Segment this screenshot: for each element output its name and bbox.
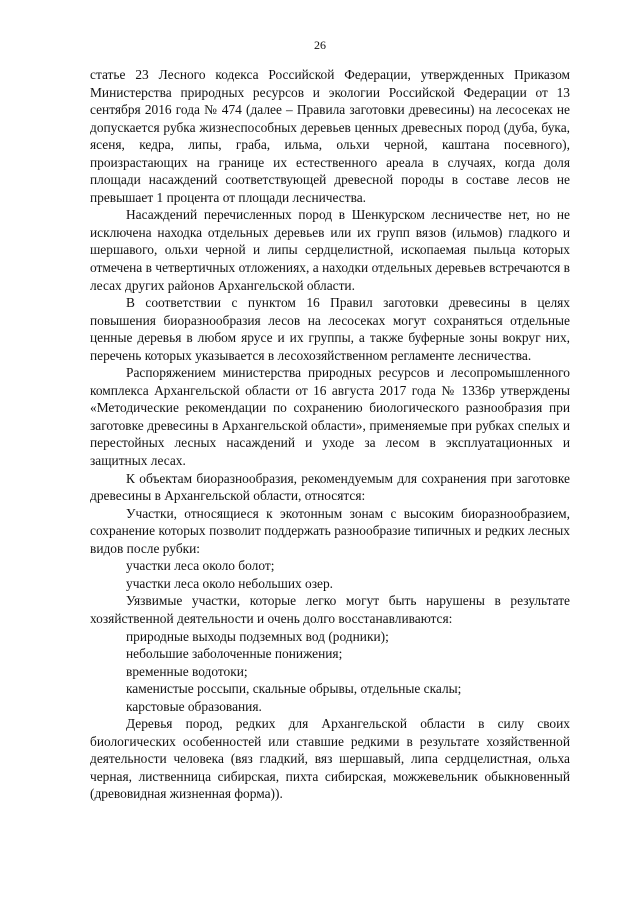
list-item: участки леса около небольших озер. xyxy=(126,575,334,591)
paragraph-species-absence: Насаждений перечисленных пород в Шенкурском лесничестве нет, но не исключена находка отдельных деревьев или их групп вязов (ильмов) гладкого и шершавого, ольхи черной и липы сердцелистной, ископаемая пыльца которых отмечена в четвертичных отложениях, а находки отдельных деревьев встречаются в лесах других районов Архангельской области. xyxy=(90,207,570,293)
paragraph-vulnerable-areas: Уязвимые участки, которые легко могут быть нарушены в результате хозяйственной деятельности и очень долго восстанавливаются: xyxy=(90,593,570,626)
list-item: временные водотоки; xyxy=(126,663,248,679)
paragraph-rules-point-16: В соответствии с пунктом 16 Правил заготовки древесины в целях повышения биоразнообразия лесов на лесосеках могут сохраняться отдельные ценные деревья в любом ярусе и их группы, а также буферные зоны вокруг них, перечень которых указывается в лесохозяйственном регламенте лесничества. xyxy=(90,295,570,363)
paragraph-continuation: статье 23 Лесного кодекса Российской Федерации, утвержденных Приказом Министерства природных ресурсов и экологии Российской Федерации от 13 сентября 2016 года № 474 (далее – Правила заготовки древесины) на лесосеках не допускается рубка жизнеспособных деревьев ценных древесных пород (дуба, бука, ясеня, кедра, липы, граба, ильма, ольхи черной, каштана посевного), произрастающих на границе их естественного ареала в случаях, когда доля площади насаждений соответствующей древесной породы в составе лесов не превышает 1 процента от площади лесничества. xyxy=(90,67,570,205)
body-text xyxy=(90,66,570,803)
list-item: карстовые образования. xyxy=(126,698,262,714)
page-number: 26 xyxy=(314,38,326,52)
paragraph-ecotone-areas: Участки, относящиеся к экотонным зонам с высоким биоразнообразием, сохранение которых позволит поддержать разнообразие типичных и редких лесных видов после рубки: xyxy=(90,505,570,556)
paragraph-order-1336r: Распоряжением министерства природных ресурсов и лесопромышленного комплекса Архангельской области от 16 августа 2017 года № 1336р утверждены «Методические рекомендации по сохранению биологического разнообразия при заготовке древесины в Архангельской области», применяемые при рубках спелых и перестойных лесных насаждений и уходе за лесом в эксплуатационных и защитных лесах. xyxy=(90,365,570,469)
list-item: небольшие заболоченные понижения; xyxy=(126,646,343,662)
list-item: природные выходы подземных вод (родники); xyxy=(126,628,389,644)
paragraph-rare-trees: Деревья пород, редких для Архангельской области в силу своих биологических особенностей или ставшие редкими в результате хозяйственной деятельности человека (вяз гладкий, вяз шершавый, липа сердцелистная, ольха черная, лиственница сибирская, пихта сибирская, можжевельник обыкновенный (древовидная жизненная форма)). xyxy=(90,716,570,802)
paragraph-objects-intro: К объектам биоразнообразия, рекомендуемым для сохранения при заготовке древесины в Архангельской области, относятся: xyxy=(90,470,570,504)
list-item: участки леса около болот; xyxy=(126,558,275,574)
list-item: каменистые россыпи, скальные обрывы, отдельные скалы; xyxy=(126,681,462,697)
